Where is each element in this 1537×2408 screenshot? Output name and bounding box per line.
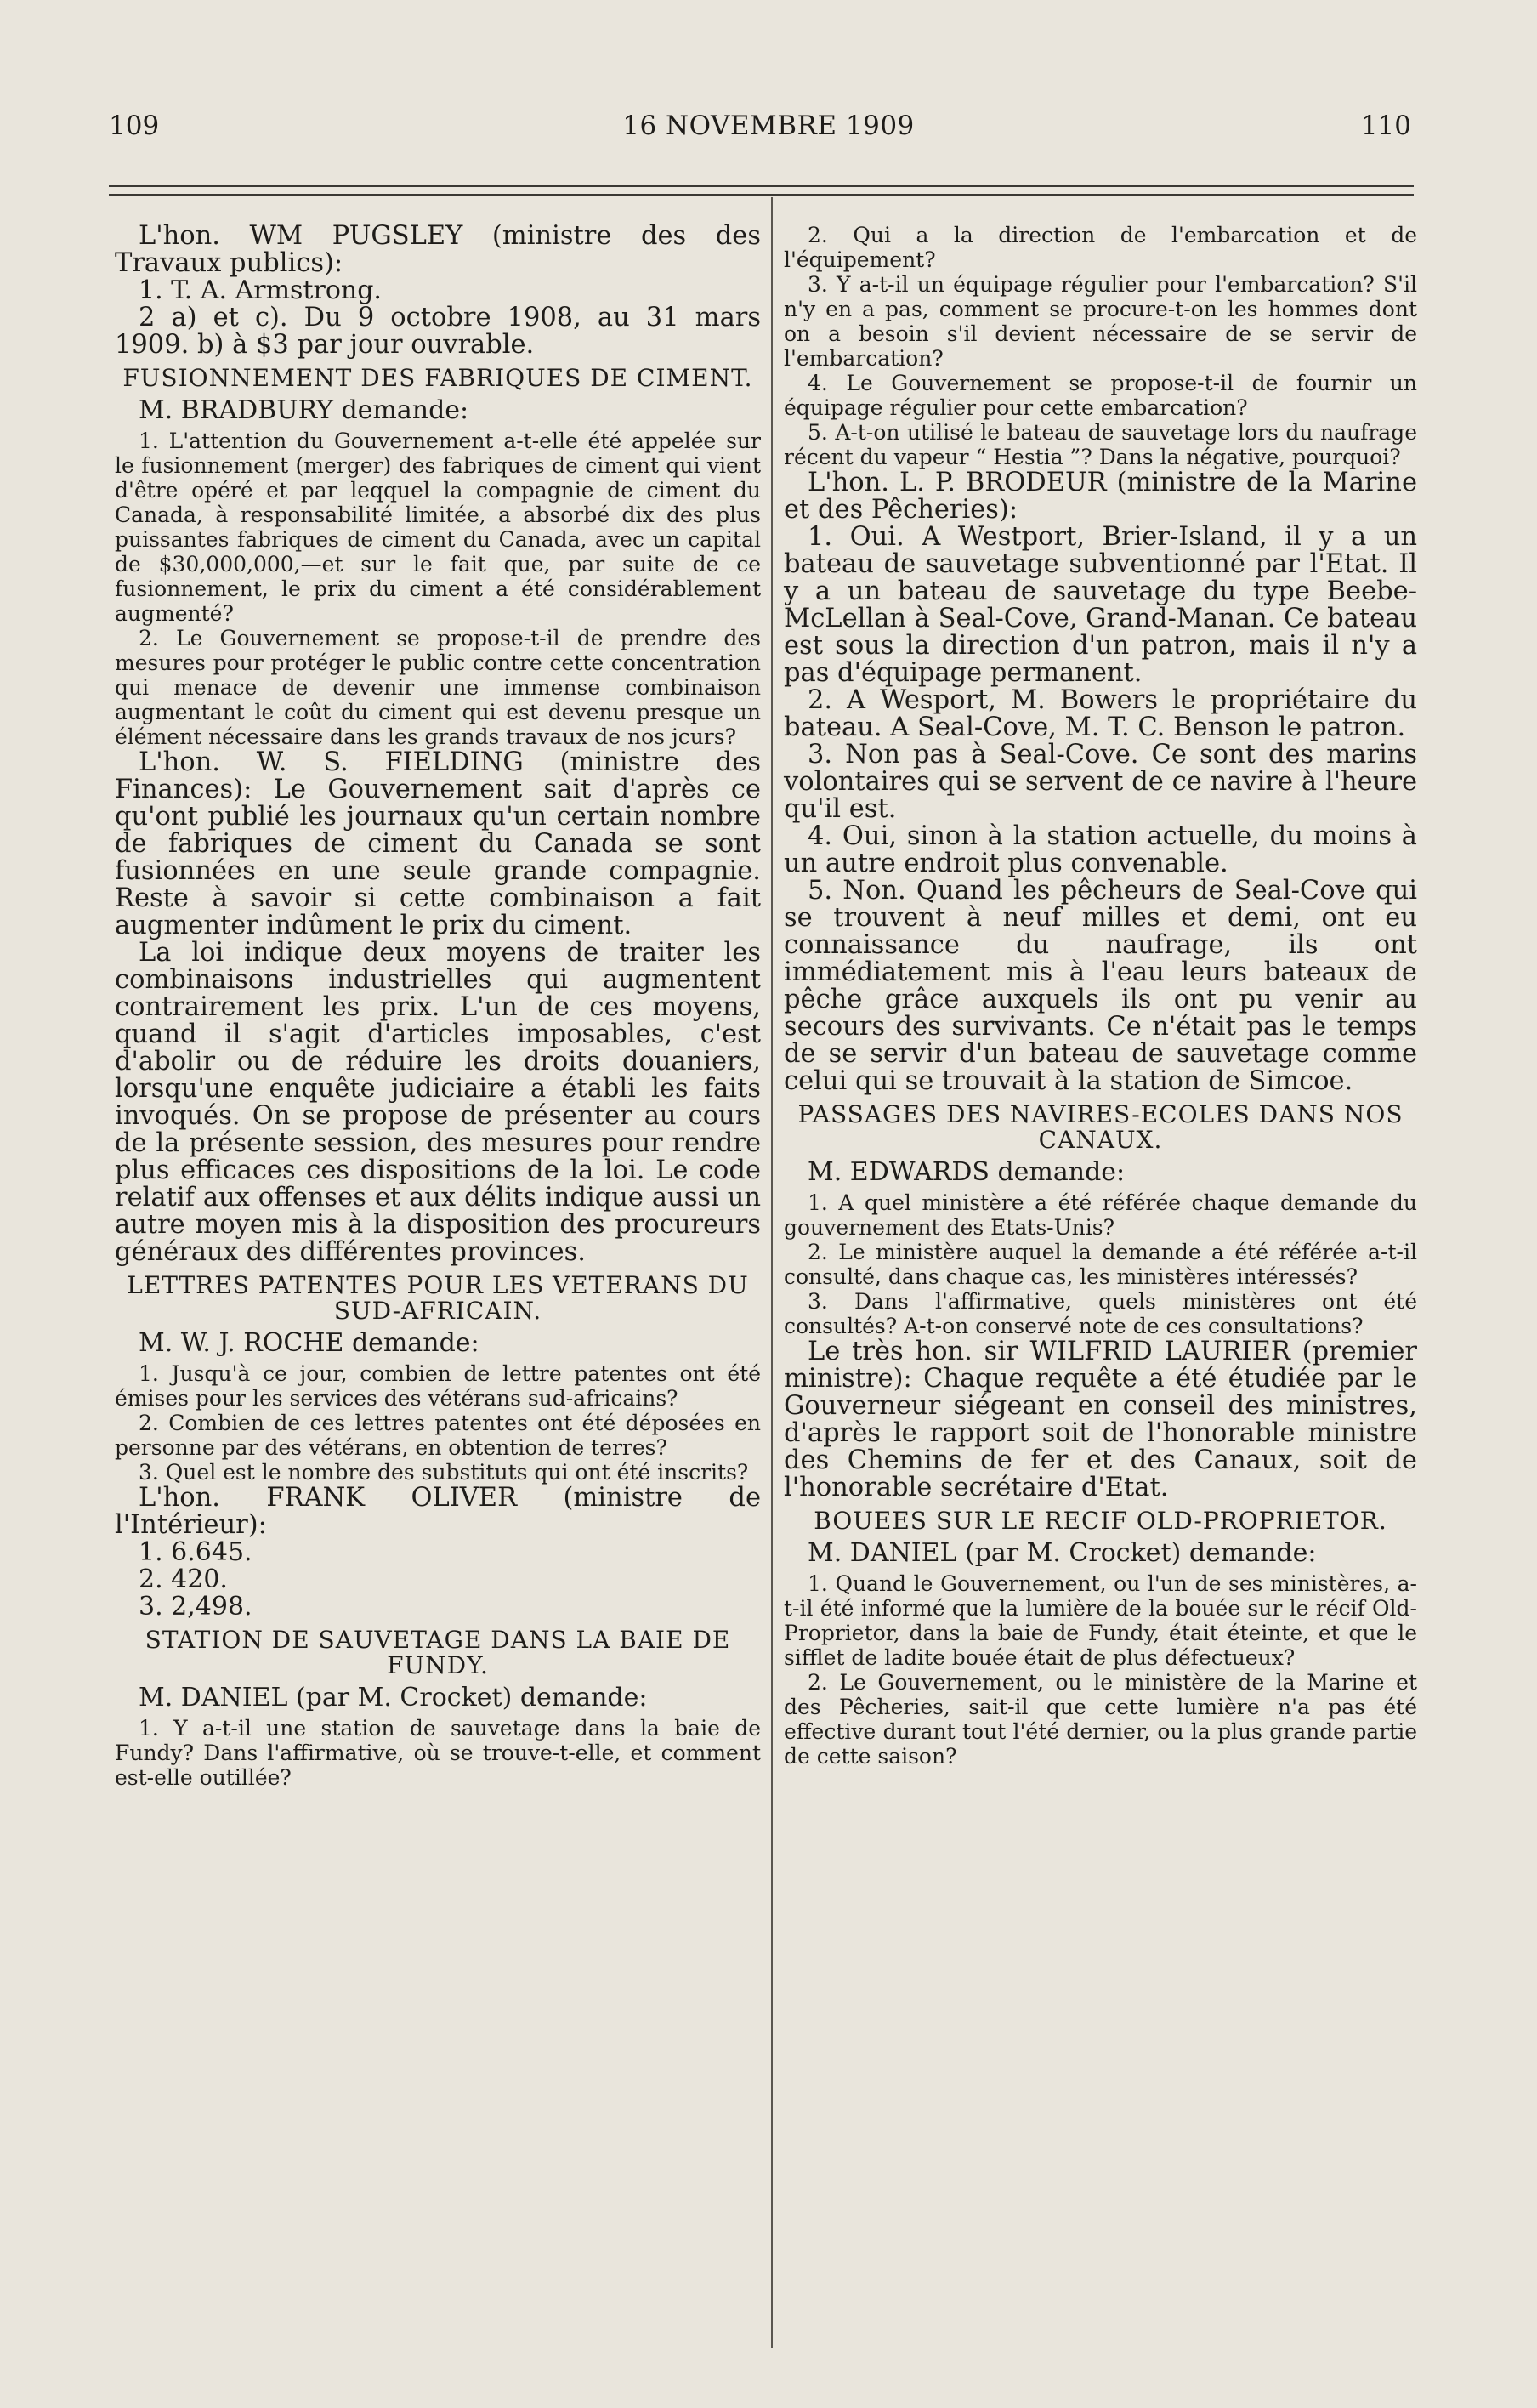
answer-item: 4. Oui, sinon à la station actuelle, du moins à un autre endroit plus convenable. [784, 821, 1417, 878]
header-date: 16 NOVEMBRE 1909 [622, 111, 915, 141]
right-column [784, 223, 1417, 1769]
answer-item: 3. Non pas à Seal-Cove. Ce sont des marins volontaires qui se servent de ce navire à l'heure qu'il est. [784, 740, 1417, 824]
answer-item: 2. 420. [139, 1565, 228, 1594]
question-item: 1. Quand le Gouvernement, ou l'un de ses ministères, a-t-il été informé que la lumière de la bouée sur le récif Old-Proprietor, dans la baie de Fundy, était éteinte, et que le sifflet de ladite bouée était de plus défectueux? [784, 1571, 1417, 1670]
header-rule-bottom [109, 194, 1414, 196]
page-number-right: 110 [1360, 111, 1411, 141]
page-number-left: 109 [109, 111, 160, 141]
header-rule-top [109, 185, 1414, 187]
answer-laurier: Le très hon. sir WILFRID LAURIER (premier ministre): Chaque requête a été étudiée par le Gouverneur siégeant en conseil des ministres, d'après le rapport soit de l'honorable ministre des Chemins de fer et des Canaux, soit de l'honorable secrétaire d'Etat. [784, 1337, 1417, 1502]
column-divider [771, 197, 773, 2348]
question-item: 2. Le ministère auquel la demande a été référée a-t-il consulté, dans chaque cas, les ministères intéressés? [784, 1240, 1417, 1289]
answer-paragraph: La loi indique deux moyens de traiter les combinaisons industrielles qui augmentent contrairement les prix. L'un de ces moyens, quand il s'agit d'articles imposables, c'est d'abolir ou de réduire les droits douaniers, lorsqu'une enquête judiciaire a établi les faits invoqués. On se propose de présenter au cours de la présente session, des mesures pour rendre plus efficaces ces dispositions de la loi. Le code relatif aux offenses et aux délits indique aussi un autre moyen mis à la disposition des procureurs généraux des différentes provinces. [115, 938, 761, 1267]
question-asker: M. W. J. ROCHE demande: [139, 1328, 479, 1358]
answer-item: 5. Non. Quand les pêcheurs de Seal-Cove qui se trouvent à neuf milles et demi, ont eu connaissance du naufrage, ils ont immédiatement mis à l'eau leurs bateaux de pêche grâce auxquels ils ont pu venir au secours des survivants. Ce n'était pas le temps de se servir d'un bateau de sauvetage comme celui qui se trouvait à la station de Simcoe. [784, 876, 1417, 1096]
question-item: 1. L'attention du Gouvernement a-t-elle été appelée sur le fusionnement (merger) des fabriques de ciment qui vient d'être opéré et par leqquel la compagnie de ciment du Canada, à responsabilité limitée, a absorbé dix des plus puissantes fabriques de ciment du Canada, avec un capital de $30,000,000,—et sur le fait que, par suite de ce fusionnement, le prix du ciment a été considérablement augmenté? [115, 429, 761, 626]
question-asker: M. EDWARDS demande: [808, 1157, 1126, 1187]
section-heading: LETTRES PATENTES POUR LES VETERANS DU SUD-AFRICAIN. [127, 1271, 749, 1325]
section-heading: STATION DE SAUVETAGE DANS LA BAIE DE FUNDY. [145, 1626, 731, 1679]
question-item: 2. Le Gouvernement, ou le ministère de la Marine et des Pêcheries, sait-il que cette lumière n'a pas été effective durant tout l'été dernier, ou la plus grande partie de cette saison? [784, 1670, 1417, 1769]
question-item: 1. Y a-t-il une station de sauvetage dans la baie de Fundy? Dans l'affirmative, où se trouve-t-elle, et comment est-elle outillée? [115, 1716, 761, 1790]
section-heading: PASSAGES DES NAVIRES-ECOLES DANS NOS CANAUX. [797, 1100, 1404, 1154]
question-item: 1. Jusqu'à ce jour, combien de lettre patentes ont été émises pour les services des vétérans sud-africains? [115, 1361, 761, 1411]
answer-fielding: L'hon. W. S. FIELDING (ministre des Finances): Le Gouvernement sait d'après ce qu'ont publié les journaux qu'un certain nombre de fabriques de ciment du Canada se sont fusionnées en une seule grande compagnie. Reste à savoir si cette combinaison a fait augmenter indûment le prix du ciment. [115, 747, 761, 940]
answer-item: 2 a) et c). Du 9 octobre 1908, au 31 mars 1909. b) à $3 par jour ouvrable. [115, 303, 761, 360]
answer-brodeur: L'hon. L. P. BRODEUR (ministre de la Marine et des Pêcheries): [784, 468, 1417, 525]
section-heading: BOUEES SUR LE RECIF OLD-PROPRIETOR. [814, 1507, 1387, 1535]
question-item: 4. Le Gouvernement se propose-t-il de fournir un équipage régulier pour cette embarcation? [784, 371, 1417, 420]
question-asker: M. DANIEL (par M. Crocket) demande: [808, 1538, 1317, 1568]
left-column [115, 223, 761, 1790]
question-item: 5. A-t-on utilisé le bateau de sauvetage lors du naufrage récent du vapeur “ Hestia ”? Dans la négative, pourquoi? [784, 420, 1417, 469]
question-item: 2. Qui a la direction de l'embarcation et de l'équipement? [784, 223, 1417, 272]
answer-item: 3. 2,498. [139, 1592, 252, 1621]
answer-item: 1. Oui. A Westport, Brier-Island, il y a un bateau de sauvetage subventionné par l'Etat. Il y a un bateau de sauvetage du type Beebe-McLellan à Seal-Cove, Grand-Manan. Ce bateau est sous la direction d'un patron, mais il n'y a pas d'équipage permanent. [784, 522, 1417, 688]
question-item: 3. Dans l'affirmative, quels ministères ont été consultés? A-t-on conservé note de ces consultations? [784, 1289, 1417, 1338]
answer-pugsley: L'hon. WM PUGSLEY (ministre des des Travaux publics): [115, 221, 761, 278]
question-asker: M. DANIEL (par M. Crocket) demande: [139, 1683, 648, 1712]
answer-item: 2. A Wesport, M. Bowers le propriétaire du bateau. A Seal-Cove, M. T. C. Benson le patron. [784, 685, 1417, 742]
question-item: 3. Quel est le nombre des substituts qui ont été inscrits? [139, 1460, 749, 1485]
answer-item: 1. T. A. Armstrong. [139, 275, 382, 305]
question-item: 1. A quel ministère a été référée chaque demande du gouvernement des Etats-Unis? [784, 1190, 1417, 1240]
section-heading: FUSIONNEMENT DES FABRIQUES DE CIMENT. [122, 364, 753, 392]
question-item: 3. Y a-t-il un équipage régulier pour l'embarcation? S'il n'y en a pas, comment se procure-t-on les hommes dont on a besoin s'il devient nécessaire de se servir de l'embarcation? [784, 272, 1417, 371]
question-item: 2. Combien de ces lettres patentes ont été déposées en personne par des vétérans, en obtention de terres? [115, 1411, 761, 1460]
question-item: 2. Le Gouvernement se propose-t-il de prendre des mesures pour protéger le public contre cette concentration qui menace de devenir une immense combinaison augmentant le coût du ciment qui est devenu presque un élément nécessaire dans les grands travaux de nos jcurs? [115, 626, 761, 749]
question-asker: M. BRADBURY demande: [139, 395, 469, 425]
page-header [0, 111, 1537, 162]
answer-oliver: L'hon. FRANK OLIVER (ministre de l'Intérieur): [115, 1483, 761, 1540]
answer-item: 1. 6.645. [139, 1537, 252, 1567]
